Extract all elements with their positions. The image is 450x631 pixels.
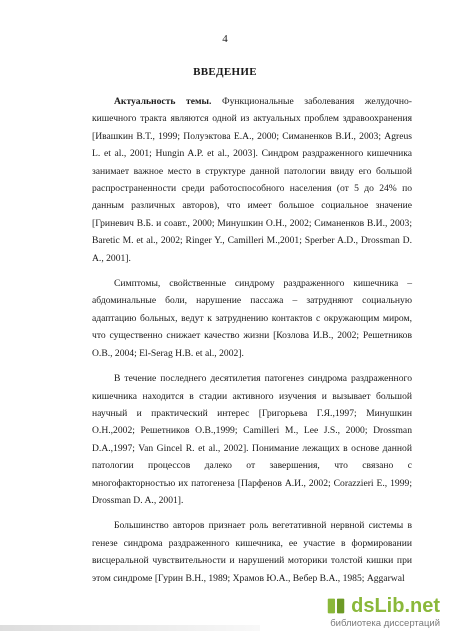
paragraph-pathogenesis: В течение последнего десятилетия патогенез синдрома раздраженного кишечника находится в стадии активного изучения и вызывает большой научный и практический интерес [Григорьева Г.Я.,1997; Минушкин О.Н.,2002; Решетников О.В.,1999; Camilleri M., Lee J.S., 2000; Drossman D.A.,1997; Van Gincel R. et al., 2002]. Понимание лежащих в основе данной патологии процессов далеко от завершения, что связано с многофакторностью их патогенеза [Парфенов А.И., 2002; Corazzieri E., 1999; Drossman D. A., 2001]. [92, 373, 412, 506]
scan-edge [0, 625, 260, 631]
paragraph-symptoms: Симптомы, свойственные синдрому раздраженного кишечника – абдоминальные боли, нарушение пассажа – затрудняют социальную адаптацию больных, ведут к затруднению контактов с окружающим миром, что существенно снижает качество жизни [Козлова И.В., 2002; Решетников О.В., 2004; El-Serag H.B. et al., 2002]. [92, 278, 412, 359]
watermark-logo [325, 595, 440, 617]
book-icon [325, 595, 347, 617]
watermark-text: dsLib.net [351, 595, 440, 617]
paragraph-relevance [92, 93, 412, 267]
paragraph-autonomic: Большинство авторов признает роль вегетативной нервной системы в генезе синдрома раздраженного кишечника, ее участие в формировании висцеральной чувствительности и нарушений моторики толстой кишки при этом синдроме [Гурин В.Н., 1989; Храмов Ю.А., Вебер В.А., 1985; Aggarwal [92, 520, 412, 584]
section-heading: ВВЕДЕНИЕ [193, 66, 257, 78]
watermark-subtitle: библиотека диссертаций [330, 618, 440, 629]
body-text [92, 93, 412, 595]
paragraph-text: Функциональные заболевания желудочно-кишечного тракта являются одной из актуальных проблем здравоохранения [Ивашкин В.Т., 1999; Полуэктова Е.А., 2000; Симаненков В.И., 2003; Agreus L. et al., 2001; Hungin A.P. et al., 2003]. Синдром раздраженного кишечника занимает важное место в структуре данной патологии ввиду его большой распространенности среди работоспособного населения (от 5 до 24% по данным различных авторов), что имеет большое социальное значение [Гриневич В.Б. и соавт., 2000; Минушкин О.Н., 2002; Симаненков В.И., 2003; Baretic M. et al., 2002; Ringer Y., Camilleri M.,2001; Sperber A.D., Drossman D. A., 2001]. [92, 96, 412, 264]
paragraph-lead: Актуальность темы. [114, 96, 212, 107]
page-number: 4 [222, 33, 228, 45]
